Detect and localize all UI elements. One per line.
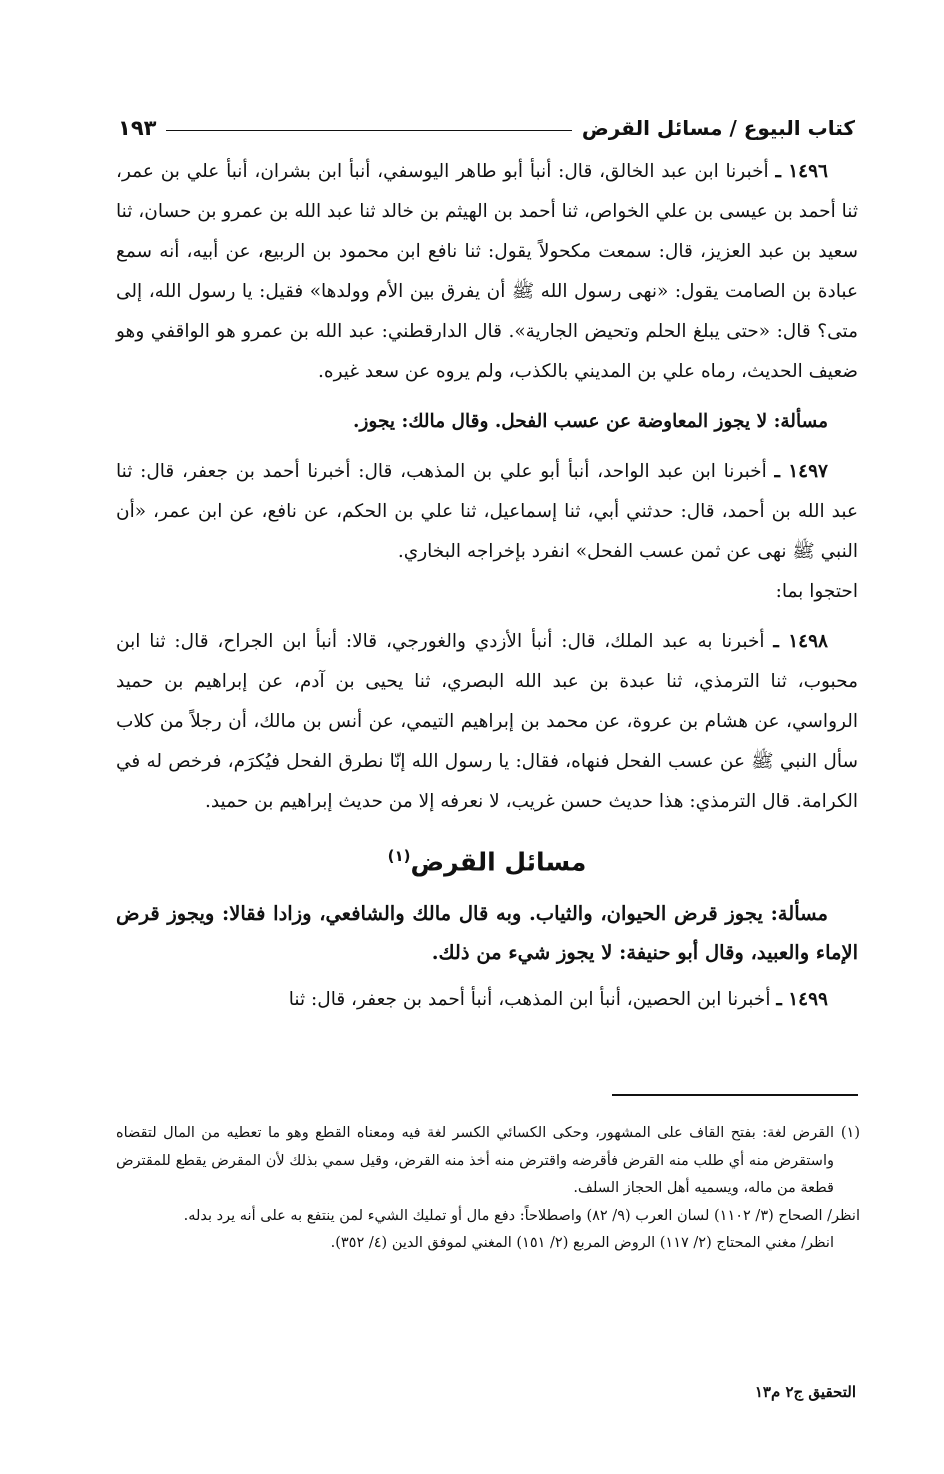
issue-heading-fahl: مسألة: لا يجوز المعاوضة عن عسب الفحل. وقال مالك: يجوز. <box>353 411 828 432</box>
issue-heading-qard: مسألة: يجوز قرض الحيوان، والثياب. وبه قال مالك والشافعي، وزادا فقالا: ويجوز قرض الإماء والعبيد، وقال أبو حنيفة: لا يجوز شيء من ذلك. <box>116 902 858 965</box>
footnote-sources: انظر/ الصحاح (٣/ ١١٠٢) لسان العرب (٩/ ٨٢) واصطلاحاً: دفع مال أو تمليك الشيء لمن ينتفع به على أنه يرد بدله. <box>183 1207 860 1224</box>
header-rule <box>166 130 571 131</box>
hadith-text: أخبرنا ابن الحصين، أنبأ ابن المذهب، أنبأ أحمد بن جعفر، قال: ثنا <box>288 989 771 1011</box>
hadith-text: أخبرنا ابن عبد الخالق، قال: أنبأ أبو طاهر اليوسفي، أنبأ ابن بشران، أنبأ علي بن عمر، ثنا أحمد بن عيسى بن علي الخواص، ثنا أحمد بن الهيثم بن خالد ثنا عبد الله بن عمرو بن حسان، ثنا سعيد بن عبد العزيز، قال: سمعت مكحولاً يقول: ثنا نافع ابن محمود بن الربيع، عن أبيه، أنه سمع عبادة بن الصامت يقول: «نهى رسول الله ﷺ أن يفرق بين الأم وولدها» فقيل: يا رسول الله، إلى متى؟ قال: «حتى يبلغ الحلم وتحيض الجارية». قال الدارقطني: عبد الله بن عمرو هو الواقفي وهو ضعيف الحديث، رماه علي بن المديني بالكذب، ولم يروه عن سعد غيره. <box>116 161 858 382</box>
footnote-ref: (١) <box>387 847 411 865</box>
main-text <box>116 152 858 1030</box>
hadith-text: أخبرنا به عبد الملك، قال: أنبأ الأزدي والغورجي، قالا: أنبأ ابن الجراح، قال: ثنا ابن محبوب، ثنا الترمذي، ثنا عبدة بن عبد الله البصري، ثنا يحيى بن آدم، عن إبراهيم بن حميد الرواسي، عن هشام بن عروة، عن محمد بن إبراهيم التيمي، عن أنس بن مالك، أن رجلاً من كلاب سأل النبي ﷺ عن عسب الفحل فنهاه، فقال: يا رسول الله إنّا نطرق الفحل فيُكرَم، فرخص له في الكرامة. قال الترمذي: هذا حديث حسن غريب، لا نعرفه إلا من حديث إبراهيم بن حميد. <box>116 631 858 812</box>
running-header <box>118 104 855 140</box>
footnote-text: القرض لغة: بفتح القاف على المشهور، وحكى الكسائي الكسر لغة فيه ومعناه القطع وهو ما تعطيه من المال لتقضاه واستقرض منه أي طلب منه القرض فأقرضه واقترض منه أخذ منه القرض، وقيل سمي بذلك لأن المقرض يقطع للمقترض قطعة من ماله، ويسميه أهل الحجاز السلف. <box>116 1125 834 1196</box>
hadith-text: أخبرنا ابن عبد الواحد، أنبأ أبو علي بن المذهب، قال: أخبرنا أحمد بن جعفر، قال: ثنا عبد الله بن أحمد، قال: حدثني أبي، ثنا إسماعيل، ثنا علي بن الحكم، عن نافع، عن ابن عمر، «أن النبي ﷺ نهى عن ثمن عسب الفحل» انفرد بإخراجه البخاري. <box>116 461 858 562</box>
hadith-number: ١٤٩٧ ـ <box>774 461 828 482</box>
signature-mark: التحقيق ج٢ م١٣ <box>754 1383 856 1401</box>
hadith-1499 <box>116 980 858 1020</box>
section-title <box>116 836 858 882</box>
footnote-1 <box>116 1120 860 1203</box>
section-title-text: مسائل القرض <box>410 847 587 877</box>
hadith-1498 <box>116 622 858 822</box>
page-number: ١٩٣ <box>118 116 157 140</box>
footnote-references: انظر/ مغني المحتاج (٢/ ١١٧) الروض المربع (٢/ ١٥١) المغني لموفق الدين (٤/ ٣٥٢). <box>330 1235 834 1251</box>
hadith-number: ١٤٩٦ ـ <box>775 161 828 182</box>
footnotes <box>116 1120 860 1258</box>
hadith-number: ١٤٩٩ ـ <box>776 989 828 1011</box>
objection-intro: احتجوا بما: <box>775 581 858 602</box>
hadith-1496 <box>116 152 858 392</box>
footnote-mark: (١) <box>840 1125 860 1141</box>
running-title: كتاب البيوع / مسائل القرض <box>581 116 855 140</box>
footnote-rule <box>612 1094 858 1096</box>
hadith-1497 <box>116 452 858 572</box>
hadith-number: ١٤٩٨ ـ <box>773 631 828 652</box>
